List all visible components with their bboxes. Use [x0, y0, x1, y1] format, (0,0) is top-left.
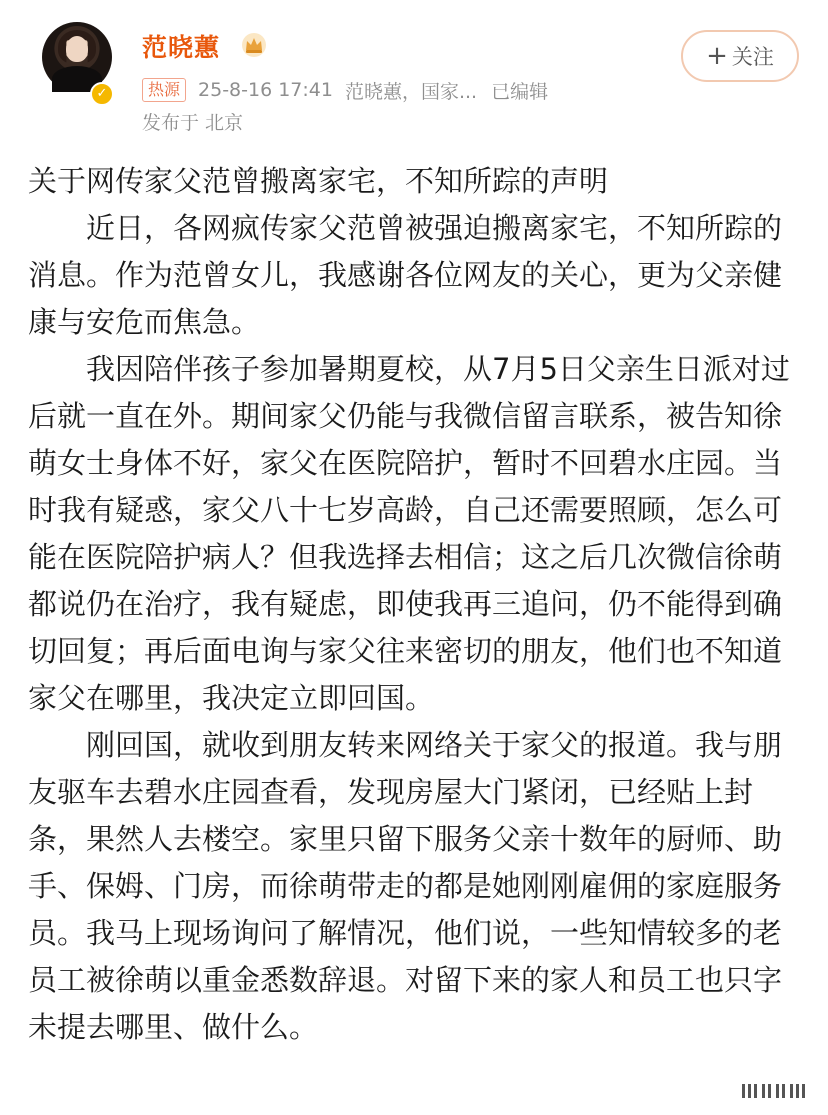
plus-icon: + [706, 41, 728, 71]
edited-label: 已编辑 [491, 80, 549, 103]
paragraph-2: 我因陪伴孩子参加暑期夏校，从7月5日父亲生日派对过后就一直在外。期间家父仍能与我微信留言联系，被告知徐萌女士身体不好，家父在医院陪护，暂时不回碧水庄园。当时我有疑惑，家父八十七岁高龄，自己还需要照顾，怎么可能在医院陪护病人？但我选择去相信；这之后几次微信徐萌都说仍在治疗，我有疑虑，即使我再三追问，仍不能得到确切回复；再后面电询与家父往来密切的朋友，他们也不知道家父在哪里，我决定立即回国。 [28, 352, 790, 715]
watermark-icon [738, 1080, 810, 1102]
avatar-face [66, 36, 88, 62]
crown-icon [240, 32, 268, 58]
post-source[interactable]: 范晓蕙，国家... [344, 80, 478, 103]
follow-button[interactable] [681, 30, 799, 82]
statement-title: 关于网传家父范曾搬离家宅，不知所踪的声明 [28, 164, 609, 198]
post-header [0, 0, 828, 150]
post-meta [142, 76, 548, 104]
hot-source-badge: 热源 [142, 78, 186, 102]
paragraph-3: 刚回国，就收到朋友转来网络关于家父的报道。我与朋友驱车去碧水庄园查看，发现房屋大门紧闭，已经贴上封条，果然人去楼空。家里只留下服务父亲十数年的厨师、助手、保姆、门房，而徐萌带走的都是她刚刚雇佣的家庭服务员。我马上现场询问了解情况，他们说，一些知情较多的老员工被徐萌以重金悉数辞退。对留下来的家人和员工也只字未提去哪里、做什么。 [28, 728, 783, 1044]
verified-badge-icon: ✓ [90, 82, 114, 106]
paragraph-1: 近日，各网疯传家父范曾被强迫搬离家宅，不知所踪的消息。作为范曾女儿，我感谢各位网友的关心，更为父亲健康与安危而焦急。 [28, 211, 783, 339]
post-content [28, 158, 804, 1051]
author-name[interactable]: 范晓蕙 [142, 33, 221, 62]
post-time: 25-8-16 17:41 [198, 79, 333, 101]
follow-label: 关注 [731, 45, 774, 69]
post-location: 发布于 北京 [142, 112, 244, 134]
